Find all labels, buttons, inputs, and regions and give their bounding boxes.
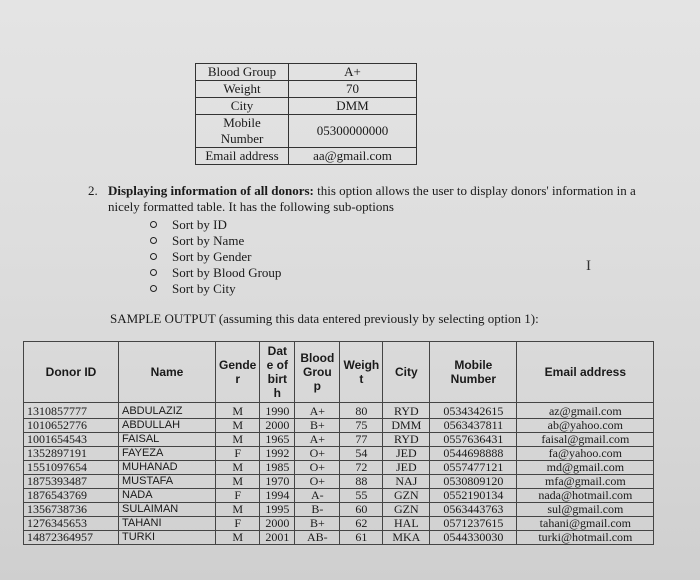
cell-blood-group: O+ [295, 461, 340, 475]
cell-donor-id: 1310857777 [24, 403, 119, 419]
cell-name: TAHANI [119, 517, 216, 531]
header-name: Name [119, 342, 216, 403]
cell-blood-group: A+ [295, 433, 340, 447]
cell-mobile: 0557477121 [430, 461, 517, 475]
table-row [24, 447, 654, 461]
cell-city: MKA [383, 531, 430, 545]
cell-gender: M [216, 531, 260, 545]
cell-gender: M [216, 419, 260, 433]
cell-dob: 1965 [260, 433, 295, 447]
cell-name: SULAIMAN [119, 503, 216, 517]
cell-dob: 1992 [260, 447, 295, 461]
sort-option-label: Sort by ID [172, 217, 227, 232]
cell-dob: 1970 [260, 475, 295, 489]
circle-bullet-icon [150, 237, 157, 244]
cell-gender: M [216, 461, 260, 475]
cell-name: NADA [119, 489, 216, 503]
header-email: Email address [517, 342, 654, 403]
detail-row [196, 64, 417, 81]
table-row [24, 461, 654, 475]
cell-donor-id: 14872364957 [24, 531, 119, 545]
cell-email: fa@yahoo.com [517, 447, 654, 461]
section-paragraph [108, 183, 648, 215]
cell-donor-id: 1356738736 [24, 503, 119, 517]
section-description: this option allows the user to display donors' information in a nicely formatted table. It has the following sub-options [108, 183, 636, 214]
cell-mobile: 0563437811 [430, 419, 517, 433]
cell-dob: 2001 [260, 531, 295, 545]
detail-label: Email address [196, 148, 289, 165]
cell-city: DMM [383, 419, 430, 433]
table-row [24, 489, 654, 503]
cell-blood-group: B- [295, 503, 340, 517]
cell-weight: 77 [340, 433, 383, 447]
cell-dob: 1994 [260, 489, 295, 503]
cell-city: NAJ [383, 475, 430, 489]
cell-dob: 2000 [260, 419, 295, 433]
cell-mobile: 0552190134 [430, 489, 517, 503]
cell-weight: 60 [340, 503, 383, 517]
detail-row [196, 148, 417, 165]
cell-name: ABDULAZIZ [119, 403, 216, 419]
header-blood-group: Blood Grou p [295, 342, 340, 403]
cell-blood-group: B+ [295, 517, 340, 531]
cell-email: md@gmail.com [517, 461, 654, 475]
cell-weight: 75 [340, 419, 383, 433]
cell-email: nada@hotmail.com [517, 489, 654, 503]
detail-value: A+ [289, 64, 417, 81]
cell-city: HAL [383, 517, 430, 531]
cell-donor-id: 1876543769 [24, 489, 119, 503]
donor-details-table [195, 63, 417, 165]
cell-name: MUHANAD [119, 461, 216, 475]
cell-mobile: 0563443763 [430, 503, 517, 517]
table-row [24, 419, 654, 433]
donors-table-body [24, 403, 654, 545]
cell-email: mfa@gmail.com [517, 475, 654, 489]
header-gender: Gende r [216, 342, 260, 403]
cell-city: GZN [383, 503, 430, 517]
table-row [24, 433, 654, 447]
cell-mobile: 0544698888 [430, 447, 517, 461]
circle-bullet-icon [150, 221, 157, 228]
cell-weight: 62 [340, 517, 383, 531]
header-weight: Weigh t [340, 342, 383, 403]
cell-weight: 54 [340, 447, 383, 461]
cell-email: sul@gmail.com [517, 503, 654, 517]
cell-gender: F [216, 447, 260, 461]
cell-weight: 72 [340, 461, 383, 475]
cell-dob: 2000 [260, 517, 295, 531]
cell-mobile: 0530809120 [430, 475, 517, 489]
section-title: Displaying information of all donors: [108, 183, 314, 198]
circle-bullet-icon [150, 253, 157, 260]
detail-label: Weight [196, 81, 289, 98]
cell-gender: F [216, 489, 260, 503]
cell-name: FAISAL [119, 433, 216, 447]
donors-table [23, 341, 654, 545]
detail-row [196, 98, 417, 115]
section-number: 2. [88, 183, 98, 198]
display-section [88, 183, 648, 297]
cell-mobile: 0571237615 [430, 517, 517, 531]
cell-blood-group: A+ [295, 403, 340, 419]
cell-blood-group: A- [295, 489, 340, 503]
table-row [24, 503, 654, 517]
detail-value: 05300000000 [289, 115, 417, 148]
sort-option [150, 265, 648, 281]
cell-gender: M [216, 475, 260, 489]
cell-blood-group: O+ [295, 475, 340, 489]
cell-email: ab@yahoo.com [517, 419, 654, 433]
header-donor-id: Donor ID [24, 342, 119, 403]
cell-dob: 1995 [260, 503, 295, 517]
cell-donor-id: 1875393487 [24, 475, 119, 489]
cell-donor-id: 1352897191 [24, 447, 119, 461]
circle-bullet-icon [150, 269, 157, 276]
cell-dob: 1990 [260, 403, 295, 419]
donors-table-header [24, 342, 654, 403]
cell-mobile: 0557636431 [430, 433, 517, 447]
cell-blood-group: AB- [295, 531, 340, 545]
header-mobile: Mobile Number [430, 342, 517, 403]
cell-weight: 61 [340, 531, 383, 545]
cell-donor-id: 1551097654 [24, 461, 119, 475]
sort-option [150, 233, 648, 249]
header-dob: Dat e of birt h [260, 342, 295, 403]
sort-option [150, 217, 648, 233]
detail-value: DMM [289, 98, 417, 115]
sort-option-label: Sort by Gender [172, 249, 252, 264]
cell-city: RYD [383, 403, 430, 419]
cell-weight: 55 [340, 489, 383, 503]
cell-donor-id: 1276345653 [24, 517, 119, 531]
table-row [24, 517, 654, 531]
cell-name: MUSTAFA [119, 475, 216, 489]
cell-name: ABDULLAH [119, 419, 216, 433]
detail-label: Mobile Number [196, 115, 289, 148]
cell-email: tahani@gmail.com [517, 517, 654, 531]
cell-weight: 80 [340, 403, 383, 419]
cell-blood-group: O+ [295, 447, 340, 461]
donor-details-body [196, 64, 417, 165]
circle-bullet-icon [150, 285, 157, 292]
detail-row [196, 81, 417, 98]
sort-option [150, 249, 648, 265]
cell-dob: 1985 [260, 461, 295, 475]
sort-option-label: Sort by Blood Group [172, 265, 282, 280]
cell-email: turki@hotmail.com [517, 531, 654, 545]
cell-name: FAYEZA [119, 447, 216, 461]
detail-value: 70 [289, 81, 417, 98]
cell-gender: M [216, 503, 260, 517]
cell-blood-group: B+ [295, 419, 340, 433]
table-row [24, 403, 654, 419]
cell-email: faisal@gmail.com [517, 433, 654, 447]
cell-mobile: 0544330030 [430, 531, 517, 545]
cell-email: az@gmail.com [517, 403, 654, 419]
cell-donor-id: 1010652776 [24, 419, 119, 433]
sort-options-list [150, 217, 648, 297]
cell-gender: M [216, 433, 260, 447]
table-row [24, 475, 654, 489]
header-city: City [383, 342, 430, 403]
cell-gender: F [216, 517, 260, 531]
sort-option-label: Sort by City [172, 281, 236, 296]
cell-mobile: 0534342615 [430, 403, 517, 419]
sort-option-label: Sort by Name [172, 233, 245, 248]
cell-name: TURKI [119, 531, 216, 545]
cell-weight: 88 [340, 475, 383, 489]
table-row [24, 531, 654, 545]
sample-output-label: SAMPLE OUTPUT (assuming this data entered previously by selecting option 1): [110, 311, 539, 326]
sort-option [150, 281, 648, 297]
detail-row [196, 115, 417, 148]
cell-city: JED [383, 461, 430, 475]
cell-donor-id: 1001654543 [24, 433, 119, 447]
detail-value: aa@gmail.com [289, 148, 417, 165]
cell-city: JED [383, 447, 430, 461]
cell-city: RYD [383, 433, 430, 447]
text-cursor-icon: I [586, 258, 591, 274]
detail-label: Blood Group [196, 64, 289, 81]
detail-label: City [196, 98, 289, 115]
cell-gender: M [216, 403, 260, 419]
cell-city: GZN [383, 489, 430, 503]
